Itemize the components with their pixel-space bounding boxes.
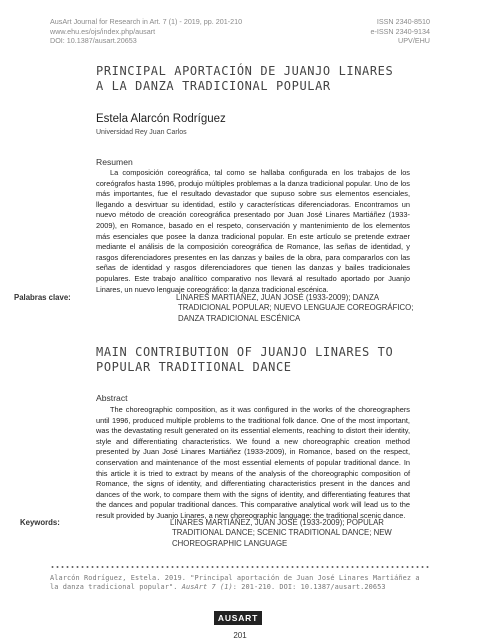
resumen-body: La composición coreográfica, tal como se hallaba configurada en los trabajos de los coreógrafos hasta 1996, produjo múltiples problemas a la danza tradicional popular. Uno de los más importantes, fue el resultado devastador que supuso sobre sus elementos esenciales, llegando a desvirtuar su identidad, estilo y características diferenciadoras. Encontramos un nuevo método de creación coreográfica presentado por Juan José Linares Martiáñez (1933-2009), en Romance, basado en el respeto, conservación y mantenimiento de los elementos más esenciales que posee la danza tradicional popular. En este artículo se pretende extraer mediante el análisis de la composición coreográfica de Romance, las señas de identidad, y rasgos diferenciadores presentes en las danzas y bailes de la obra, para compararlos con las señas de identidad y rasgos diferenciadores que tienen las danzas y bailes tradicionales populares. Este trabajo analítico comparativo nos llevará al resultado aportado por Juanjo Linares, un nuevo lenguaje coreográfico: la danza tradicional escénica.	[96, 168, 410, 294]
journal-header-left	[50, 17, 242, 46]
spanish-title-line-1: PRINCIPAL APORTACIÓN DE JUANJO LINARES	[96, 64, 394, 78]
issn: ISSN 2340-8510	[376, 17, 430, 26]
journal-citation-line: AusArt Journal for Research in Art. 7 (1) - 2019, pp. 201-210	[50, 17, 243, 26]
publisher: UPV/EHU	[398, 36, 430, 46]
e-issn: e-ISSN 2340-9134	[370, 26, 430, 36]
ausart-logo: AUSART	[214, 611, 262, 625]
english-title-line-1: MAIN CONTRIBUTION OF JUANJO LINARES TO	[96, 345, 394, 359]
citation-tail: : 201-210. DOI: 10.1387/ausart.20653	[232, 583, 386, 592]
keywords	[20, 518, 414, 549]
palabras-clave	[14, 293, 414, 324]
citation-block	[50, 574, 428, 593]
journal-url[interactable]: www.ehu.es/ojs/index.php/ausart	[50, 26, 156, 36]
palabras-clave-label: Palabras clave:	[14, 293, 71, 302]
abstract-heading: Abstract	[96, 393, 128, 403]
english-title-line-2: POPULAR TRADITIONAL DANCE	[96, 360, 292, 374]
keywords-text: LINARES MARTIÁÑEZ, JUAN JOSÉ (1933-2009); POPULAR TRADITIONAL DANCE; SCENIC TRADITIONAL DANCE; NEW CHOREOGRAPHIC LANGUAGE	[170, 518, 392, 548]
english-title	[96, 345, 426, 375]
author-affiliation: Universidad Rey Juan Carlos	[96, 129, 187, 136]
resumen-heading: Resumen	[96, 157, 133, 167]
journal-header-right	[370, 17, 430, 46]
spanish-title-line-2: A LA DANZA TRADICIONAL POPULAR	[96, 79, 331, 93]
page-number: 201	[233, 631, 247, 640]
citation-journal: AusArt 7 (1)	[181, 583, 233, 592]
palabras-clave-text: LINARES MARTIÁÑEZ, JUAN JOSÉ (1933-2009); DANZA TRADICIONAL POPULAR; NUEVO LENGUAJE COREOGRÁFICO; DANZA TRADICIONAL ESCÉNICA	[176, 293, 414, 323]
citation-text: Alarcón Rodríguez, Estela. 2019. "Principal aportación de Juan José Linares Martiáñez a la danza tradicional popular".	[50, 574, 420, 592]
dotted-divider	[50, 565, 430, 569]
spanish-title	[96, 64, 426, 94]
author-name: Estela Alarcón Rodríguez	[96, 113, 226, 125]
keywords-label: Keywords:	[20, 518, 60, 527]
journal-doi[interactable]: DOI: 10.1387/ausart.20653	[50, 36, 137, 46]
abstract-body: The choreographic composition, as it was configured in the works of the choreographers until 1996, produced multiple problems to the traditional folk dance. One of the most important, was the devastating result generated on its essential elements, reaching to distort their identity, style and differentiating characteristics. We found a new choreographic creation method presented by Juan José Linares Martiáñez (1933-2009), in Romance, based on the respect, conservation and maintenance of the most essential elements of popular traditional dance. In this article it is tried to extract by means of the analysis of the choreographic composition of Romance, the signs of identity, and differentiating characteristics present in the dances and dances of the work, to compare them with the signs of identity, and differentiating features that the dances and popular traditional dances. This comparative analytical work will lead us to the result provided by Juanjo Linares, a new choreographic language: the traditional scenic dance.	[96, 405, 410, 520]
